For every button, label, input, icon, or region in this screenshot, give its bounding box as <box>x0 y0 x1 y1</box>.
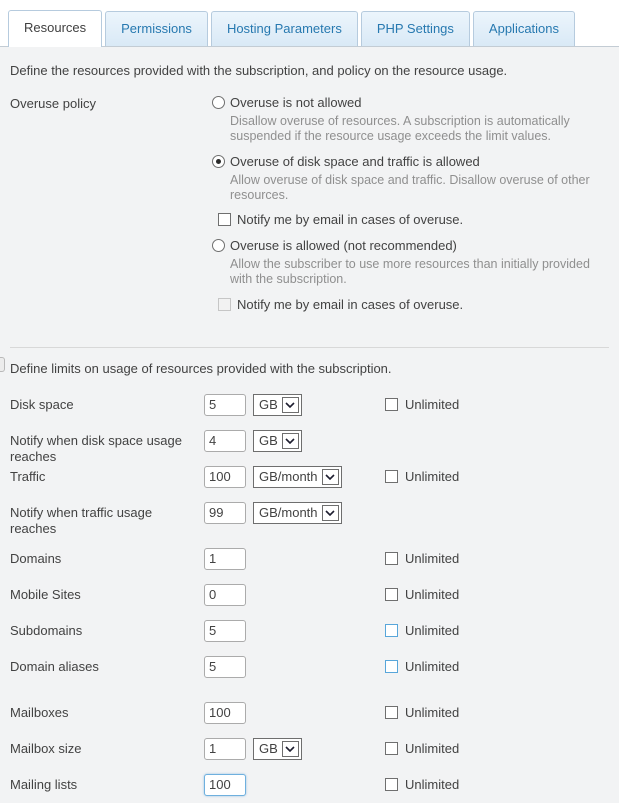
overuse-not-allowed-description: Disallow overuse of resources. A subscription is automatically suspended if the resource usage exceeds the limit values. <box>230 114 570 144</box>
chevron-down-icon <box>282 397 299 413</box>
mailbox-size-unlimited[interactable] <box>385 741 459 756</box>
mailbox-size-unlimited-checkbox[interactable] <box>385 742 398 755</box>
tab-applications[interactable]: Applications <box>473 11 575 46</box>
unit-select-value: GB/month <box>259 468 318 484</box>
traffic-input[interactable] <box>204 466 246 488</box>
subdomains-label: Subdomains <box>10 622 83 638</box>
policy-intro-text: Define the resources provided with the subscription, and policy on the resource usage. <box>10 63 508 78</box>
mobile-sites-input[interactable] <box>204 584 246 606</box>
limit-row-mailboxes <box>10 702 609 726</box>
notify-disk-space-input[interactable] <box>204 430 246 452</box>
subdomains-unlimited-checkbox[interactable] <box>385 624 398 637</box>
traffic-unlimited[interactable] <box>385 469 459 484</box>
unlimited-label[interactable]: Unlimited <box>405 740 460 756</box>
mobile-sites-label: Mobile Sites <box>10 586 81 602</box>
radio-button-icon[interactable] <box>212 96 225 109</box>
unlimited-label[interactable]: Unlimited <box>405 586 460 602</box>
unlimited-label[interactable]: Unlimited <box>405 468 460 484</box>
unit-select-value: GB <box>259 740 278 756</box>
unit-select-value: GB/month <box>259 504 318 520</box>
unlimited-label[interactable]: Unlimited <box>405 396 460 412</box>
mobile-sites-unlimited-checkbox[interactable] <box>385 588 398 601</box>
left-edge-handle <box>0 357 5 372</box>
traffic-unit-select[interactable] <box>253 466 342 488</box>
domain-aliases-unlimited[interactable] <box>385 659 459 674</box>
limit-row-mailbox-size <box>10 738 609 762</box>
limit-row-mailing-lists <box>10 774 609 798</box>
limit-row-traffic <box>10 466 609 490</box>
notify-disk-space-unit-select[interactable] <box>253 430 302 452</box>
radio-button-icon[interactable] <box>212 239 225 252</box>
subdomains-unlimited[interactable] <box>385 623 459 638</box>
traffic-label: Traffic <box>10 468 46 484</box>
unlimited-label[interactable]: Unlimited <box>405 622 460 638</box>
subdomains-input[interactable] <box>204 620 246 642</box>
limit-row-domains <box>10 548 609 572</box>
tab-hosting-parameters[interactable]: Hosting Parameters <box>211 11 358 46</box>
limits-intro-text: Define limits on usage of resources provided with the subscription. <box>10 360 392 376</box>
chevron-down-icon <box>322 469 339 485</box>
tab-php-settings[interactable]: PHP Settings <box>361 11 470 46</box>
unit-select-value: GB <box>259 396 278 412</box>
tab-resources[interactable]: Resources <box>8 10 102 47</box>
mailing-lists-unlimited-checkbox[interactable] <box>385 778 398 791</box>
domains-unlimited[interactable] <box>385 551 459 566</box>
chevron-down-icon <box>322 505 339 521</box>
unlimited-label[interactable]: Unlimited <box>405 776 460 792</box>
mailboxes-label: Mailboxes <box>10 704 69 720</box>
notify-traffic-unit-select[interactable] <box>253 502 342 524</box>
domains-unlimited-checkbox[interactable] <box>385 552 398 565</box>
notify-traffic-label: Notify when traffic usage reaches <box>10 504 153 536</box>
mailbox-size-label: Mailbox size <box>10 740 82 756</box>
notify-overuse-label[interactable]: Notify me by email in cases of overuse. <box>237 212 464 227</box>
notify-overuse-disabled-label: Notify me by email in cases of overuse. <box>237 296 464 312</box>
domains-input[interactable] <box>204 548 246 570</box>
overuse-disk-traffic-option[interactable] <box>212 154 609 169</box>
domain-aliases-input[interactable] <box>204 656 246 678</box>
unlimited-label[interactable]: Unlimited <box>405 704 460 720</box>
chevron-down-icon <box>282 433 299 449</box>
unlimited-label[interactable]: Unlimited <box>405 658 460 674</box>
limits-form <box>10 394 609 798</box>
notify-disk-space-label: Notify when disk space usage reaches <box>10 432 182 464</box>
disk-space-label: Disk space <box>10 396 74 412</box>
overuse-allowed-label[interactable]: Overuse is allowed (not recommended) <box>230 238 457 253</box>
domain-aliases-unlimited-checkbox[interactable] <box>385 660 398 673</box>
notify-overuse-disabled-checkbox <box>218 298 231 311</box>
limit-row-subdomains <box>10 620 609 644</box>
traffic-unlimited-checkbox[interactable] <box>385 470 398 483</box>
mailing-lists-input[interactable] <box>204 774 246 796</box>
mailboxes-unlimited[interactable] <box>385 705 459 720</box>
overuse-disk-traffic-description: Allow overuse of disk space and traffic. Disallow overuse of other resources. <box>230 172 590 202</box>
mailing-lists-unlimited[interactable] <box>385 777 459 792</box>
overuse-allowed-description: Allow the subscriber to use more resources than initially provided with the subscription. <box>230 257 590 287</box>
overuse-policy-label: Overuse policy <box>10 96 96 111</box>
disk-space-unlimited-checkbox[interactable] <box>385 398 398 411</box>
radio-button-selected-icon[interactable] <box>212 155 225 168</box>
overuse-allowed-option[interactable] <box>212 238 609 253</box>
unlimited-label[interactable]: Unlimited <box>405 550 460 566</box>
mobile-sites-unlimited[interactable] <box>385 587 459 602</box>
mailboxes-input[interactable] <box>204 702 246 724</box>
tab-permissions[interactable]: Permissions <box>105 11 208 46</box>
disk-space-input[interactable] <box>204 394 246 416</box>
limit-row-disk-space <box>10 394 609 418</box>
limit-row-domain-aliases <box>10 656 609 680</box>
limit-row-notify-disk-space <box>10 430 609 464</box>
overuse-policy-options <box>204 95 609 323</box>
limit-row-mobile-sites <box>10 584 609 608</box>
domains-label: Domains <box>10 550 62 566</box>
mailing-lists-label: Mailing lists <box>10 776 78 792</box>
mailbox-size-input[interactable] <box>204 738 246 760</box>
disk-space-unlimited[interactable] <box>385 397 459 412</box>
notify-overuse-checkbox-row[interactable] <box>218 212 609 227</box>
notify-overuse-disabled-checkbox-row <box>218 297 609 312</box>
domain-aliases-label: Domain aliases <box>10 658 99 674</box>
overuse-not-allowed-option[interactable] <box>212 95 609 110</box>
unit-select-value: GB <box>259 432 278 448</box>
tab-bar <box>0 0 619 47</box>
mailboxes-unlimited-checkbox[interactable] <box>385 706 398 719</box>
overuse-disk-traffic-label[interactable]: Overuse of disk space and traffic is allowed <box>230 153 480 169</box>
limit-row-notify-traffic <box>10 502 609 536</box>
disk-space-unit-select[interactable] <box>253 394 302 416</box>
notify-overuse-checkbox[interactable] <box>218 213 231 226</box>
notify-traffic-input[interactable] <box>204 502 246 524</box>
resources-tab-content <box>0 63 619 798</box>
section-divider <box>10 347 609 348</box>
chevron-down-icon <box>282 741 299 757</box>
overuse-not-allowed-label[interactable]: Overuse is not allowed <box>230 95 362 110</box>
mailbox-size-unit-select[interactable] <box>253 738 302 760</box>
overuse-policy-field <box>10 95 609 323</box>
